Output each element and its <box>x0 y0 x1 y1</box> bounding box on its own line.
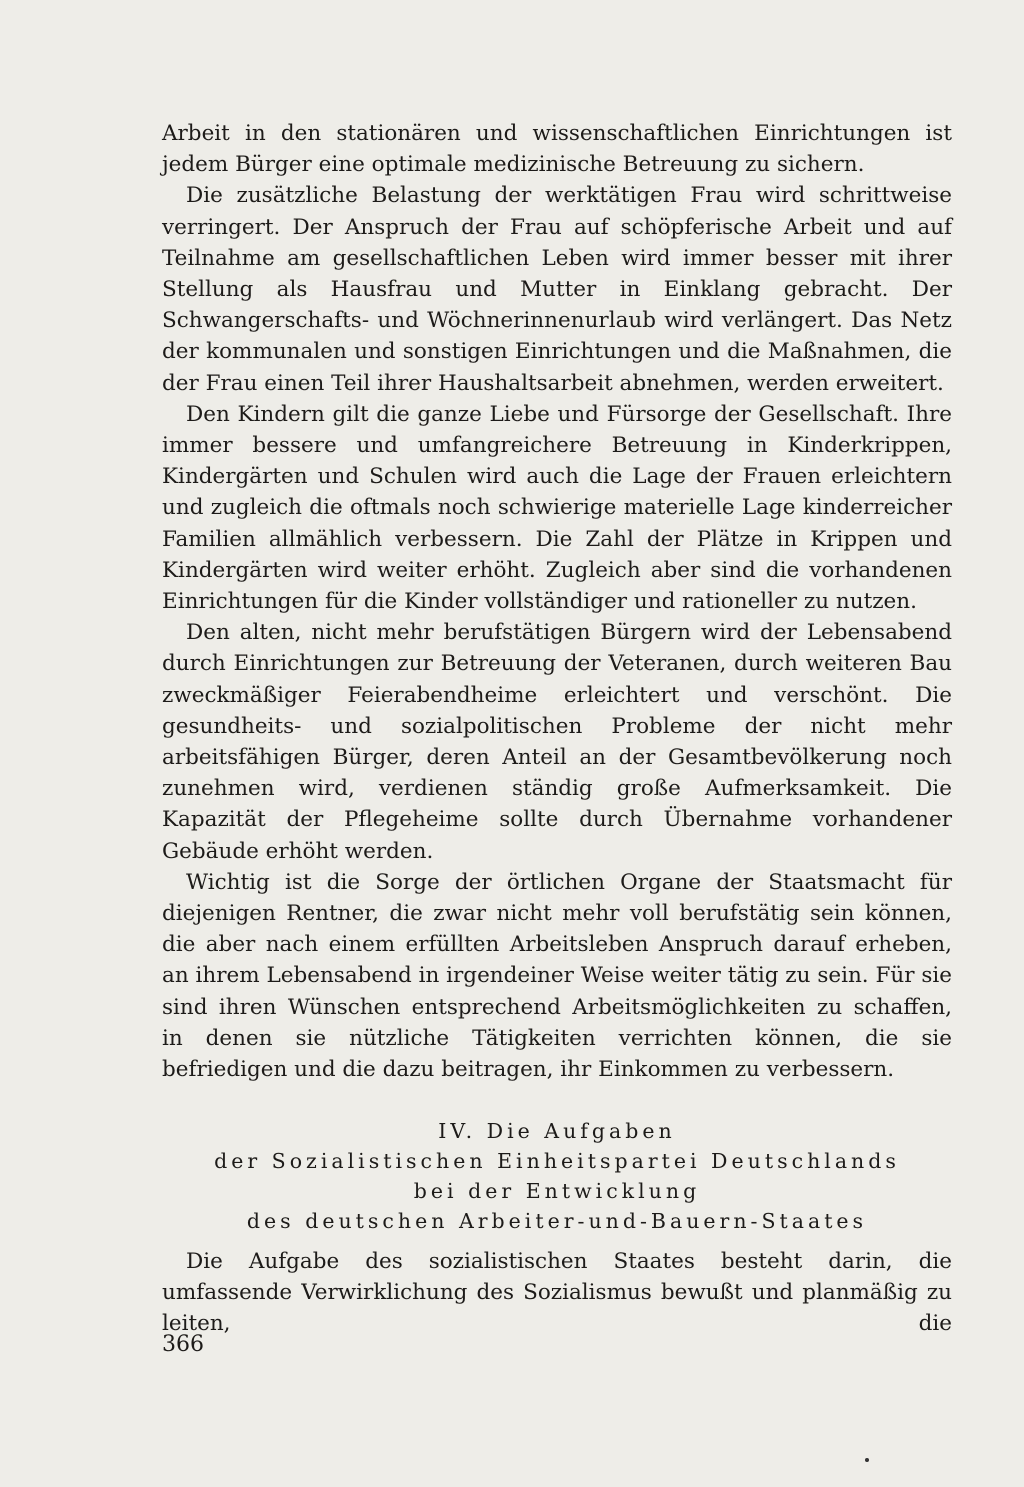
heading-line-2: der Sozialistischen Einheitspartei Deutschlands <box>214 1149 900 1173</box>
body-text-continued <box>162 1246 952 1340</box>
section-heading <box>162 1116 952 1236</box>
page-number: 366 <box>162 1332 204 1357</box>
paragraph-pensioners: Wichtig ist die Sorge der örtlichen Organe der Staatsmacht für diejenigen Rentner, die zwar nicht mehr voll berufstätig sein können, die aber nach einem erfüllten Arbeitsleben Anspruch darauf erheben, an ihrem Lebensabend in irgendeiner Weise weiter tätig zu sein. Für sie sind ihren Wünschen entsprechend Arbeitsmöglichkeiten zu schaffen, in denen sie nützliche Tätigkeiten verrichten können, die sie befriedigen und die dazu beitragen, ihr Einkommen zu verbessern. <box>162 869 952 1083</box>
paragraph-continuation: Arbeit in den stationären und wissenschaftlichen Einrichtungen ist jedem Bürger eine optimale medizinische Betreuung zu sichern. <box>162 121 952 178</box>
heading-line-3: bei der Entwicklung <box>413 1179 701 1203</box>
paragraph-women: Die zusätzliche Belastung der werktätigen Frau wird schrittweise verringert. Der Anspruch der Frau auf schöpferische Arbeit und auf Teilnahme am gesellschaftlichen Leben wird immer besser mit ihrer Stellung als Hausfrau und Mutter in Einklang gebracht. Der Schwangerschafts- und Wöchnerinnenurlaub wird verlängert. Das Netz der kommunalen und sonstigen Einrichtungen und die Maßnahmen, die der Frau einen Teil ihrer Haushaltsarbeit abnehmen, werden erweitert. <box>162 183 952 396</box>
print-speck <box>865 1458 869 1462</box>
paragraph-children: Den Kindern gilt die ganze Liebe und Fürsorge der Gesellschaft. Ihre immer bessere und umfangreichere Betreuung in Kinderkrippen, Kindergärten und Schulen wird auch die Lage der Frauen erleichtern und zugleich die oftmals noch schwierige materielle Lage kinderreicher Familien allmählich verbessern. Die Zahl der Plätze in Krippen und Kindergärten wird weiter erhöht. Zugleich aber sind die vorhandenen Einrichtungen für die Kinder vollständiger und rationeller zu nutzen. <box>162 401 952 615</box>
heading-line-1: IV. Die Aufgaben <box>438 1119 676 1143</box>
paragraph-state-tasks: Die Aufgabe des sozialistischen Staates besteht darin, die umfassende Verwirklichung des Sozialismus bewußt und planmäßig zu leiten, die <box>162 1249 952 1337</box>
paragraph-elderly: Den alten, nicht mehr berufstätigen Bürgern wird der Lebensabend durch Einrichtungen zur Betreuung der Veteranen, durch weiteren Bau zweckmäßiger Feierabendheime erleichtert und verschönt. Die gesundheits- und sozialpolitischen Probleme der nicht mehr arbeitsfähigen Bürger, deren Anteil an der Gesamtbevölkerung noch zunehmen wird, verdienen ständig große Aufmerksamkeit. Die Kapazität der Pflegeheime sollte durch Übernahme vorhandener Gebäude erhöht werden. <box>162 620 952 864</box>
heading-line-4: des deutschen Arbeiter-und-Bauern-Staates <box>246 1209 868 1233</box>
body-text <box>162 118 952 1085</box>
